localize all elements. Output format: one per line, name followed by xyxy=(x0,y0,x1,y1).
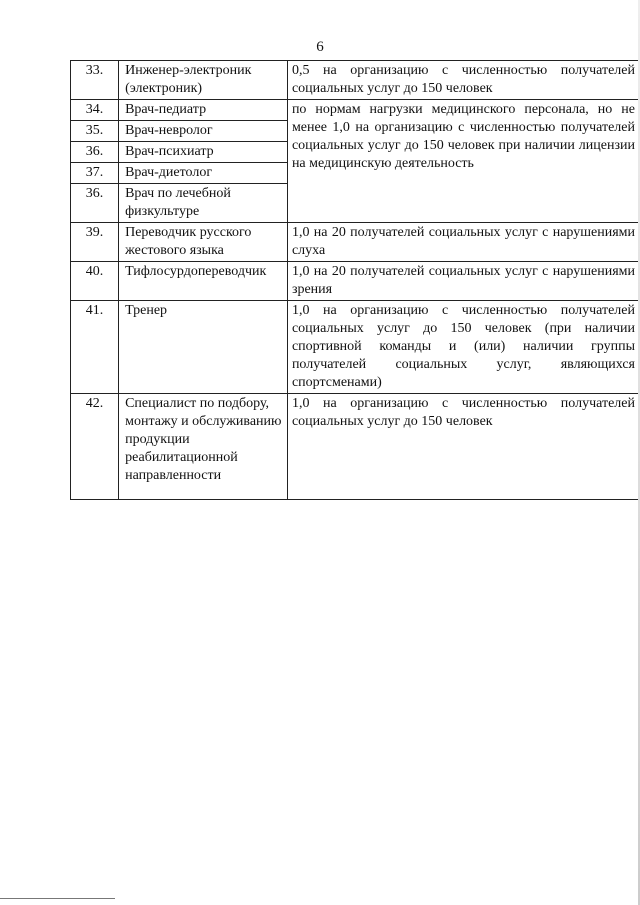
row-number: 34. xyxy=(71,100,119,121)
position-name: Врач-педиатр xyxy=(119,100,288,121)
staffing-norm: 1,0 на организацию с численностью получателей социальных услуг до 150 человек xyxy=(287,394,639,500)
staffing-norm: 1,0 на 20 получателей социальных услуг с нарушениями слуха xyxy=(287,223,639,262)
staffing-norm: 1,0 на организацию с численностью получателей социальных услуг до 150 человек (при наличии спортивной команды и (или) наличии группы получателей социальных услуг, являющихся спортсменами) xyxy=(287,301,639,394)
position-name: Врач по лечебной физкультуре xyxy=(119,184,288,223)
row-number: 35. xyxy=(71,121,119,142)
staffing-norm: 1,0 на 20 получателей социальных услуг с нарушениями зрения xyxy=(287,262,639,301)
row-number: 40. xyxy=(71,262,119,301)
staffing-norm-merged: по нормам нагрузки медицинского персонала, но не менее 1,0 на организацию с численностью получателей социальных услуг до 150 человек при наличии лицензии на медицинскую деятельность xyxy=(287,100,639,223)
table-row xyxy=(71,223,640,262)
staffing-norm: 0,5 на организацию с численностью получателей социальных услуг до 150 человек xyxy=(287,61,639,100)
position-name: Переводчик русского жестового языка xyxy=(119,223,288,262)
position-name: Инженер-электроник (электроник) xyxy=(119,61,288,100)
row-number: 36. xyxy=(71,184,119,223)
row-number: 39. xyxy=(71,223,119,262)
position-name: Врач-невролог xyxy=(119,121,288,142)
table-row xyxy=(71,394,640,500)
footnote-rule xyxy=(0,898,115,899)
position-name: Врач-психиатр xyxy=(119,142,288,163)
table-row xyxy=(71,100,640,121)
staffing-table xyxy=(70,60,640,500)
page-number: 6 xyxy=(316,39,324,55)
row-number: 33. xyxy=(71,61,119,100)
table-row xyxy=(71,301,640,394)
row-number: 36. xyxy=(71,142,119,163)
row-number: 42. xyxy=(71,394,119,500)
position-name: Тренер xyxy=(119,301,288,394)
position-name: Тифлосурдопереводчик xyxy=(119,262,288,301)
position-name: Врач-диетолог xyxy=(119,163,288,184)
table-row xyxy=(71,262,640,301)
position-name: Специалист по подбору, монтажу и обслуживанию продукции реабилитационной направленности xyxy=(119,394,288,500)
table-row xyxy=(71,61,640,100)
row-number: 41. xyxy=(71,301,119,394)
row-number: 37. xyxy=(71,163,119,184)
